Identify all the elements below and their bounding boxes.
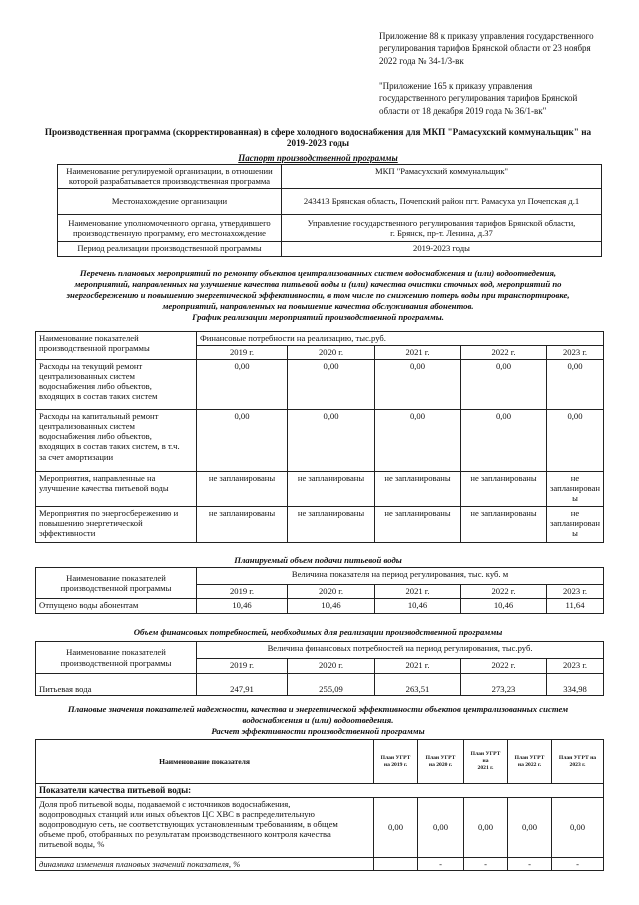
row-label: динамика изменения плановых значений показателя, % [36,857,374,870]
supply-table [35,567,604,614]
year-header: 2022 г. [461,659,547,674]
section-row [36,784,604,798]
cell: 10,46 [461,599,547,614]
cell: 273,23 [461,674,547,696]
cell: 0,00 [461,410,547,472]
cell: 0,00 [288,410,375,472]
cell: 0,00 [547,410,604,472]
cell: 0,00 [508,797,552,857]
row-label: Доля проб питьевой воды, подаваемой с источников водоснабжения, водопроводных станций или иных объектов ЦС ХВС в распределительную водопроводную сеть, не соответствующих установленным требованиям, в общем объеме проб, отобранных по результатам производственного контроля качества питьевой воды, % [36,797,374,857]
cell: 247,91 [197,674,288,696]
passport-label: Местонахождение организации [58,189,282,215]
cell: не запланированы [288,472,375,507]
cell: не запланированы [461,507,547,543]
appendix-line: области от 18 декабря 2019 года № 36/1-вк" [379,105,547,116]
row-label: Расходы на капитальный ремонт централизованных систем водоснабжения либо объектов, входящих в состав таких систем, в т.ч. за счет амортизации [36,410,197,472]
appendix-line: государственного регулирования тарифов Брянской [379,93,578,104]
passport-row [58,189,602,215]
appendix-note-1 [379,30,629,67]
cell: не запланированы [197,507,288,543]
row-label: Питьевая вода [36,674,197,696]
cell: 0,00 [197,360,288,410]
col-label: Наименование показателей производственной программы [36,332,197,360]
year-header: 2022 г. [461,585,547,599]
cell: не запланированы [461,472,547,507]
cell: не запланирован ы [547,472,604,507]
appendix-line: 2022 года № 34-1/3-вк [379,55,464,66]
plan-header: План УГРТ на 2019 г. [374,740,418,784]
supply-heading: Планируемый объем подачи питьевой воды [234,555,402,565]
cell: 11,64 [547,599,604,614]
row-label: Мероприятия по энергосбережению и повышению энергетической эффективности [36,507,197,543]
reliability-subheading: Расчет эффективности производственной программы [211,726,425,736]
cell: 0,00 [375,410,461,472]
passport-value: МКП "Рамасухский коммунальщик" [282,165,602,189]
reliability-table [35,739,604,871]
cell: 255,09 [288,674,375,696]
cell: 0,00 [288,360,375,410]
table-row [36,410,604,472]
year-header: 2020 г. [288,346,375,360]
table-row [36,674,604,696]
cell: не запланированы [375,472,461,507]
passport-row [58,242,602,257]
year-header: 2021 г. [375,346,461,360]
plan-header: План УГРТ на 2022 г. [508,740,552,784]
cell: 10,46 [288,599,375,614]
group-label: Финансовые потребности на реализацию, тыс.руб. [197,332,604,346]
year-header: 2023 г. [547,659,604,674]
appendix-note-2 [379,80,629,117]
row-label: Расходы на текущий ремонт централизованных систем водоснабжения либо объектов, входящих в состав таких систем [36,360,197,410]
plan-header: План УГРТ на 2021 г. [464,740,508,784]
cell: 0,00 [464,797,508,857]
document-title [12,127,624,149]
appendix-line: Приложение 88 к приказу управления государственного [379,31,594,41]
measures-table [35,331,604,543]
year-header: 2019 г. [197,346,288,360]
passport-heading: Паспорт производственной программы [238,153,398,163]
cell: 263,51 [375,674,461,696]
cell: 0,00 [418,797,464,857]
year-header: 2023 г. [547,585,604,599]
group-label: Величина финансовых потребностей на период регулирования, тыс.руб. [197,642,604,659]
measures-subheading: График реализации мероприятий производственной программы. [192,312,444,322]
passport-value: Управление государственного регулирования тарифов Брянской области, г. Брянск, пр-т. Ленина, д.37 [282,215,602,242]
year-header: 2020 г. [288,659,375,674]
cell: - [508,857,552,870]
year-header: 2019 г. [197,659,288,674]
passport-label: Наименование регулируемой организации, в отношении которой разрабатывается производственная программа [58,165,282,189]
cell: не запланированы [288,507,375,543]
year-header: 2020 г. [288,585,375,599]
cell: - [418,857,464,870]
cell: не запланирован ы [547,507,604,543]
cell: - [552,857,604,870]
cell: 334,98 [547,674,604,696]
cell: не запланированы [197,472,288,507]
measures-heading: Перечень плановых мероприятий по ремонту объектов централизованных систем водоснабжения и (или) водоотведения, мероприятий, направленных на улучшение качества питьевой воды и (или) качества очистки сточных вод, мероприятий по энергосбережению и повышению энергетической эффективности, в том числе по снижению потерь воды при транспортировке, мероприятий, направленных на повышение качества обслуживания абонентов. График реализации мероприятий производственной программы. [12,268,624,323]
finance-heading: Объем финансовых потребностей, необходимых для реализации производственной программы [133,627,503,637]
title-line: Производственная программа (скорректированная) в сфере холодного водоснабжения для МКП "Рамасухский коммунальщик" на [44,127,592,137]
year-header: 2022 г. [461,346,547,360]
cell: 0,00 [375,360,461,410]
table-row [36,507,604,543]
table-row [36,599,604,614]
col-label: Наименование показателей производственной программы [36,568,197,599]
year-header: 2019 г. [197,585,288,599]
passport-value: 2019-2023 годы [282,242,602,257]
cell: не запланированы [375,507,461,543]
passport-table [57,164,602,257]
cell: 0,00 [374,797,418,857]
cell: 10,46 [197,599,288,614]
row-label: Отпущено воды абонентам [36,599,197,614]
plan-header: План УГРТ на 2023 г. [552,740,604,784]
reliability-heading: Плановые значения показателей надежности, качества и энергетической эффективности объектов централизованных систем водоснабжения и (или) водоотведения. Расчет эффективности производственной программы [12,704,624,737]
cell [374,857,418,870]
section-label: Показатели качества питьевой воды: [36,784,604,798]
col-label: Наименование показателя [36,740,374,784]
appendix-line: регулирования тарифов Брянской области от 23 ноября [379,43,591,54]
group-label: Величина показателя на период регулирования, тыс. куб. м [197,568,604,585]
year-header: 2023 г. [547,346,604,360]
table-row [36,360,604,410]
table-row [36,857,604,870]
title-line: 2019-2023 годы [286,138,350,148]
appendix-line: "Приложение 165 к приказу управления [379,81,533,91]
passport-value: 243413 Брянская область, Почепский район пгт. Рамасуха ул Почепская д.1 [282,189,602,215]
cell: 0,00 [197,410,288,472]
row-label: Мероприятия, направленные на улучшение качества питьевой воды [36,472,197,507]
cell: 0,00 [547,360,604,410]
passport-row [58,215,602,242]
plan-header: План УГРТ на 2020 г. [418,740,464,784]
passport-label: Период реализации производственной программы [58,242,282,257]
passport-label: Наименование уполномоченного органа, утвердившего производственную программу, его местонахождение [58,215,282,242]
passport-row [58,165,602,189]
cell: - [464,857,508,870]
cell: 10,46 [375,599,461,614]
col-label: Наименование показателей производственной программы [36,642,197,674]
year-header: 2021 г. [375,585,461,599]
plan-header-row [36,740,604,784]
finance-table [35,641,604,696]
table-row [36,797,604,857]
cell: 0,00 [461,360,547,410]
cell: 0,00 [552,797,604,857]
year-header: 2021 г. [375,659,461,674]
table-row [36,472,604,507]
